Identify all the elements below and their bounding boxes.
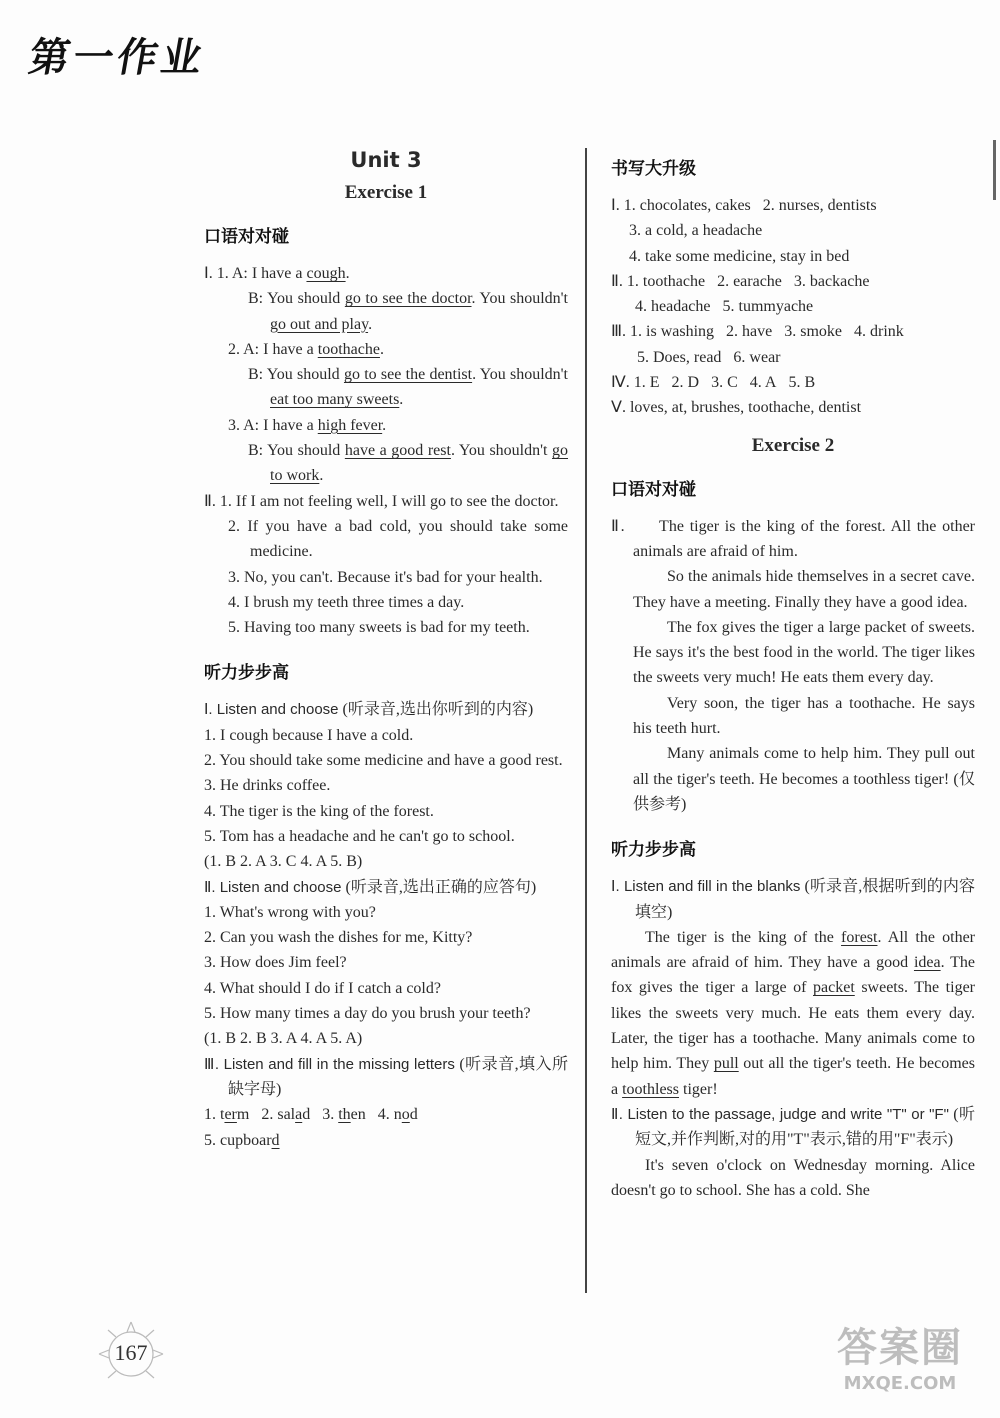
listening-answers: Ⅰ. Listen and choose (听录音,选出你听到的内容) 1. I cough because I have a cold. 2. You should take some medicine and have a good rest. 3. He drinks coffee. 4. The tiger is the king of the forest. 5. Tom has a headache and he can't go to school. (1. B 2. A 3. C 4. A 5. B) Ⅱ. Listen and choose (听录音,选出正确的应答句) 1. What's wrong with you? 2. Can you wash the dishes for me, Kitty? 3. How does Jim feel? 4. What should I do if I catch a cold? 5. How many times a day do you brush your teeth? (1. B 2. B 3. A 4. A 5. A) Ⅲ. Listen and fill in the missing letters (听录音,填入所缺字母) 1. term 2. salad 3. then 4. nod 5. cupboard — [204, 701, 568, 1149]
oral-section-title-2: 口语对对碰 — [611, 479, 696, 500]
story-answer: Ⅱ. The tiger is the king of the forest. All the other animals are afraid of him. So the animals hide themselves in a secret cave. They have a meeting. Finally they have a good idea. The fox gives the tiger a large packet of sweets. He says it's the best food in the world. The tiger likes the sweets very much! He eats them every day. Very soon, the tiger has a toothache. He says his teeth hurt. Many animals come to help him. They pull out all the tiger's teeth. He becomes a toothless tiger! (仅供参考) — [611, 517, 975, 813]
listening-answers-2: Ⅰ. Listen and fill in the blanks (听录音,根据听到的内容填空) The tiger is the king of the forest. All the other animals are afraid of him. They have a good idea. The fox gives the tiger a large of packet sweets. The tiger likes the sweets very much. He eats them every day. Later, the tiger has a toothache. Many animals come to help him. They pull out all the tiger's teeth. He becomes a toothless tiger! Ⅱ. Listen to the passage, judge and write "T" or "F" (听短文,并作判断,对的用"T"表示,错的用"F"表示) It's seven o'clock on Wednesday morning. Alice doesn't go to school. She has a cold. She — [611, 878, 976, 1199]
left-column — [204, 140, 568, 1153]
exercise-2-title: Exercise 2 — [751, 434, 835, 456]
column-divider — [585, 148, 587, 1293]
page-number: 167 — [114, 1340, 148, 1365]
listening-section-title: 听力步步高 — [204, 663, 289, 684]
watermark — [810, 1316, 990, 1410]
listening-section-title-2: 听力步步高 — [611, 840, 696, 861]
watermark-text: 答案圈 — [837, 1325, 963, 1371]
right-column — [611, 140, 975, 1203]
exercise-1-title: Exercise 1 — [344, 182, 428, 203]
brand-logo: 第一作业 — [25, 35, 210, 81]
oral-answers: Ⅰ. 1. A: I have a cough. B: You should go to see the doctor. You shouldn't go out and play. 2. A: I have a toothache. B: You should go to see the dentist. You shouldn't eat too many sweets. 3. A: I have a high fever. B: You should have a good rest. You shouldn't go to work. Ⅱ. 1. If I am not feeling well, I will go to see the doctor. 2. If you have a bad cold, you should take some medicine. 3. No, you can't. Because it's bad for your health. 4. I brush my teeth three times a day. 5. Having too many sweets is bad for my teeth. — [204, 265, 569, 637]
page-edge-mark — [993, 140, 996, 200]
writing-answers: Ⅰ. 1. chocolates, cakes 2. nurses, dentists 3. a cold, a headache 4. take some medicine, stay in bed Ⅱ. 1. toothache 2. earache 3. backache 4. headache 5. tummyache Ⅲ. 1. is washing 2. have 3. smoke 4. drink 5. Does, read 6. wear Ⅳ. 1. E 2. D 3. C 4. A 5. B Ⅴ. loves, at, brushes, toothache, dentist — [611, 197, 904, 417]
unit-title: Unit 3 — [350, 148, 422, 172]
writing-section-title: 书写大升级 — [611, 159, 696, 179]
watermark-url: MXQE.COM — [843, 1373, 957, 1394]
page-number-badge — [88, 1318, 174, 1388]
oral-section-title: 口语对对碰 — [204, 227, 289, 247]
